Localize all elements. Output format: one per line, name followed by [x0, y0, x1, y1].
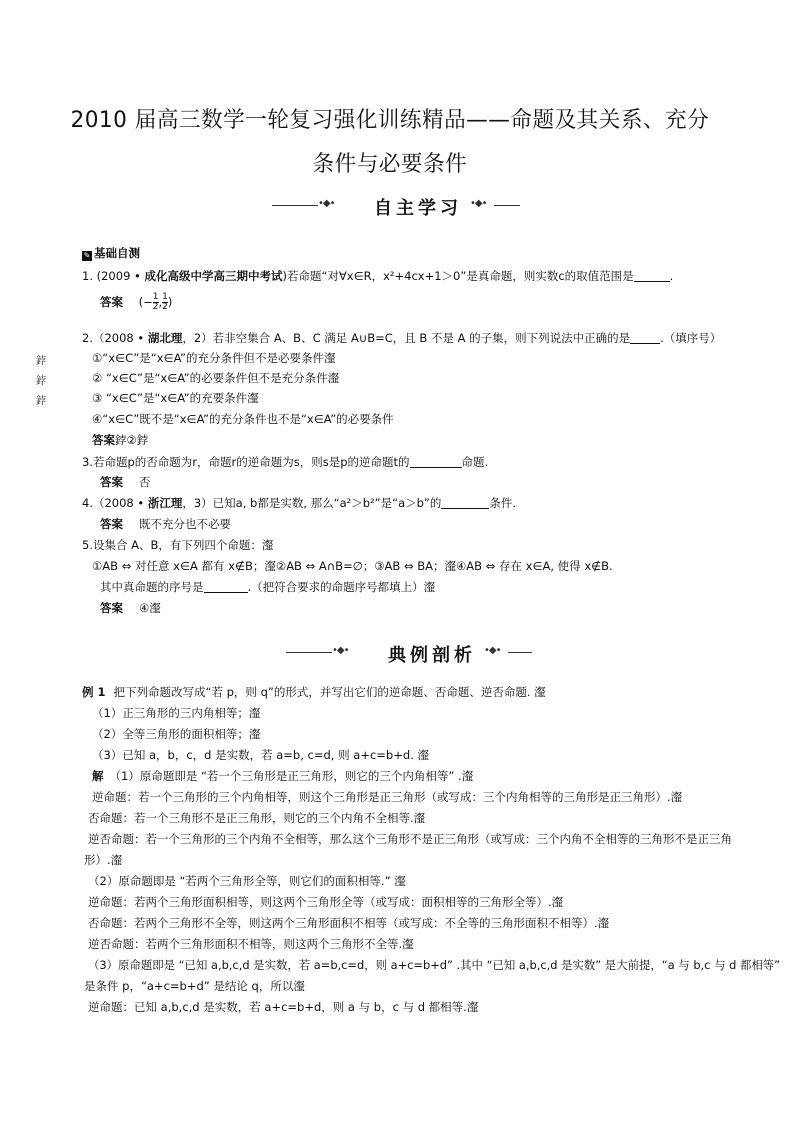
- solution-line: 逆命题：若一个三角形的三个内角相等，则这个三角形是正三角形（或写成：三个内角相等的三角形是正三角形）.瀣: [92, 790, 683, 804]
- doc-title-line2: 条件与必要条件: [312, 152, 468, 177]
- question-4: 4.（2008 • 浙江理，3）已知a, b都是实数, 那么“a²＞b²”是“a＞b”的 条件.: [82, 496, 517, 510]
- question-1: 1. (2009 • 成化高级中学高三期中考试)若命题“对∀x∈R，x²+4cx+1＞0”是真命题，则实数c的取值范围是 .: [82, 269, 674, 283]
- question-5: 5.设集合 A、B，有下列四个命题：瀣: [82, 538, 274, 552]
- solution-line: 形）.瀣: [84, 853, 123, 867]
- ornament-left-icon: •◆•: [318, 198, 335, 209]
- solution-line: 逆命题：若两个三角形面积相等，则这两个三角形全等（或写成：面积相等的三角形全等）.瀣: [88, 895, 564, 909]
- option-3: ③ “x∈C”是“x∈A”的充要条件瀣: [92, 391, 259, 405]
- answer-2: 答案鋍②鋍: [92, 433, 149, 447]
- question-5-items: ①AB ⇔ 对任意 x∈A 都有 x∉B；瀣②AB ⇔ A∩B=∅；③AB ⇔ BA；瀣④AB ⇔ 存在 x∈A, 使得 x∉B.: [92, 559, 613, 573]
- answer-5: 答案 ④瀣: [100, 601, 161, 615]
- answer-blank: [441, 498, 489, 509]
- ornament-right-icon: •◆•: [470, 198, 487, 209]
- answer-4: 答案 既不充分也不必要: [100, 517, 231, 531]
- solution-line: 逆命题：已知 a,b,c,d 是实数，若 a+c=b+d，则 a 与 b，c 与 d 都相等.瀣: [88, 1000, 479, 1014]
- question-2: 2.（2008 • 湖北理，2）若非空集合 A、B、C 满足 A∪B=C，且 B 不是 A 的子集，则下列说法中正确的是 .（填序号）: [82, 331, 722, 345]
- section-title: 典例剖析: [388, 645, 476, 666]
- ornament-right-icon: •◆•: [484, 645, 501, 656]
- answer-blank: [630, 333, 660, 344]
- fraction: $\frac{1}{2}$: [162, 292, 168, 312]
- section-title: 自主学习: [374, 198, 462, 219]
- solution-line: （3）原命题即是 “已知 a,b,c,d 是实数，若 a=b,c=d，则 a+c=b+d” .其中 “已知 a,b,c,d 是实数” 是大前提，“a 与 b,c 与 d 都相等”: [88, 958, 781, 972]
- solution-line: 否命题：若两个三角形不全等，则这两个三角形面积不相等（或写成：不全等的三角形面积不相等）.瀣: [88, 916, 610, 930]
- example-1-part-3: （3）已知 a，b，c，d 是实数，若 a=b, c=d, 则 a+c=b+d. 瀣: [92, 748, 429, 762]
- solution-line: 是条件 p，“a+c=b+d” 是结论 q，所以瀣: [84, 979, 305, 993]
- answer-1: 答案 (− $\frac{1}{2}$ , $\frac{1}{2}$ ): [100, 292, 173, 312]
- section-rule-left: [272, 205, 318, 206]
- edit-badge-icon: ✎: [83, 251, 91, 260]
- margin-mark: 鋍: [36, 396, 46, 407]
- solution-line: 解 （1）原命题即是 “若一个三角形是正三角形，则它的三个内角相等” .瀣: [92, 769, 474, 783]
- solution-line: 逆否命题：若一个三角形的三个内角不全相等，那么这个三角形不是正三角形（或写成：三个内角不全相等的三角形不是正三角: [88, 832, 732, 846]
- answer-blank: [204, 582, 248, 593]
- margin-mark: 鋍: [36, 356, 46, 367]
- solution-line: 逆否命题：若两个三角形面积不相等，则这两个三角形不全等.瀣: [88, 937, 414, 951]
- section-rule-left: [286, 652, 332, 653]
- solution-line: 否命题：若一个三角形不是正三角形，则它的三个内角不全相等.瀣: [88, 811, 426, 825]
- margin-mark: 鋍: [36, 376, 46, 387]
- example-1-part-2: （2）全等三角形的面积相等；瀣: [92, 727, 261, 741]
- section-rule-right: [494, 205, 520, 206]
- solution-line: （2）原命题即是 “若两个三角形全等，则它们的面积相等.” 瀣: [88, 874, 406, 888]
- example-1-part-1: （1）正三角形的三内角相等；瀣: [92, 706, 261, 720]
- answer-blank: [634, 271, 670, 282]
- ornament-left-icon: •◆•: [332, 645, 349, 656]
- section-rule-right: [508, 652, 532, 653]
- question-3: 3.若命题p的否命题为r，命题r的逆命题为s，则s是p的逆命题t的 命题.: [82, 455, 489, 469]
- example-1-statement: 例 1 把下列命题改写成“若 p，则 q”的形式，并写出它们的逆命题、否命题、逆否命题. 瀣: [82, 685, 546, 699]
- basic-label: ✎ 基础自测: [83, 246, 140, 260]
- option-2: ② “x∈C”是“x∈A”的必要条件但不是充分条件瀣: [92, 371, 340, 385]
- fraction: $\frac{1}{2}$: [152, 292, 159, 312]
- question-5-ask: 其中真命题的序号是 .（把符合要求的命题序号都填上）瀣: [100, 580, 436, 594]
- answer-3: 答案 否: [100, 475, 151, 489]
- option-4: ④“x∈C”既不是“x∈A”的充分条件也不是“x∈A”的必要条件: [92, 412, 394, 426]
- doc-title-line1: 2010 届高三数学一轮复习强化训练精品——命题及其关系、充分: [70, 108, 710, 133]
- answer-blank: [410, 457, 462, 468]
- option-1: ①“x∈C”是“x∈A”的充分条件但不是必要条件瀣: [92, 351, 336, 365]
